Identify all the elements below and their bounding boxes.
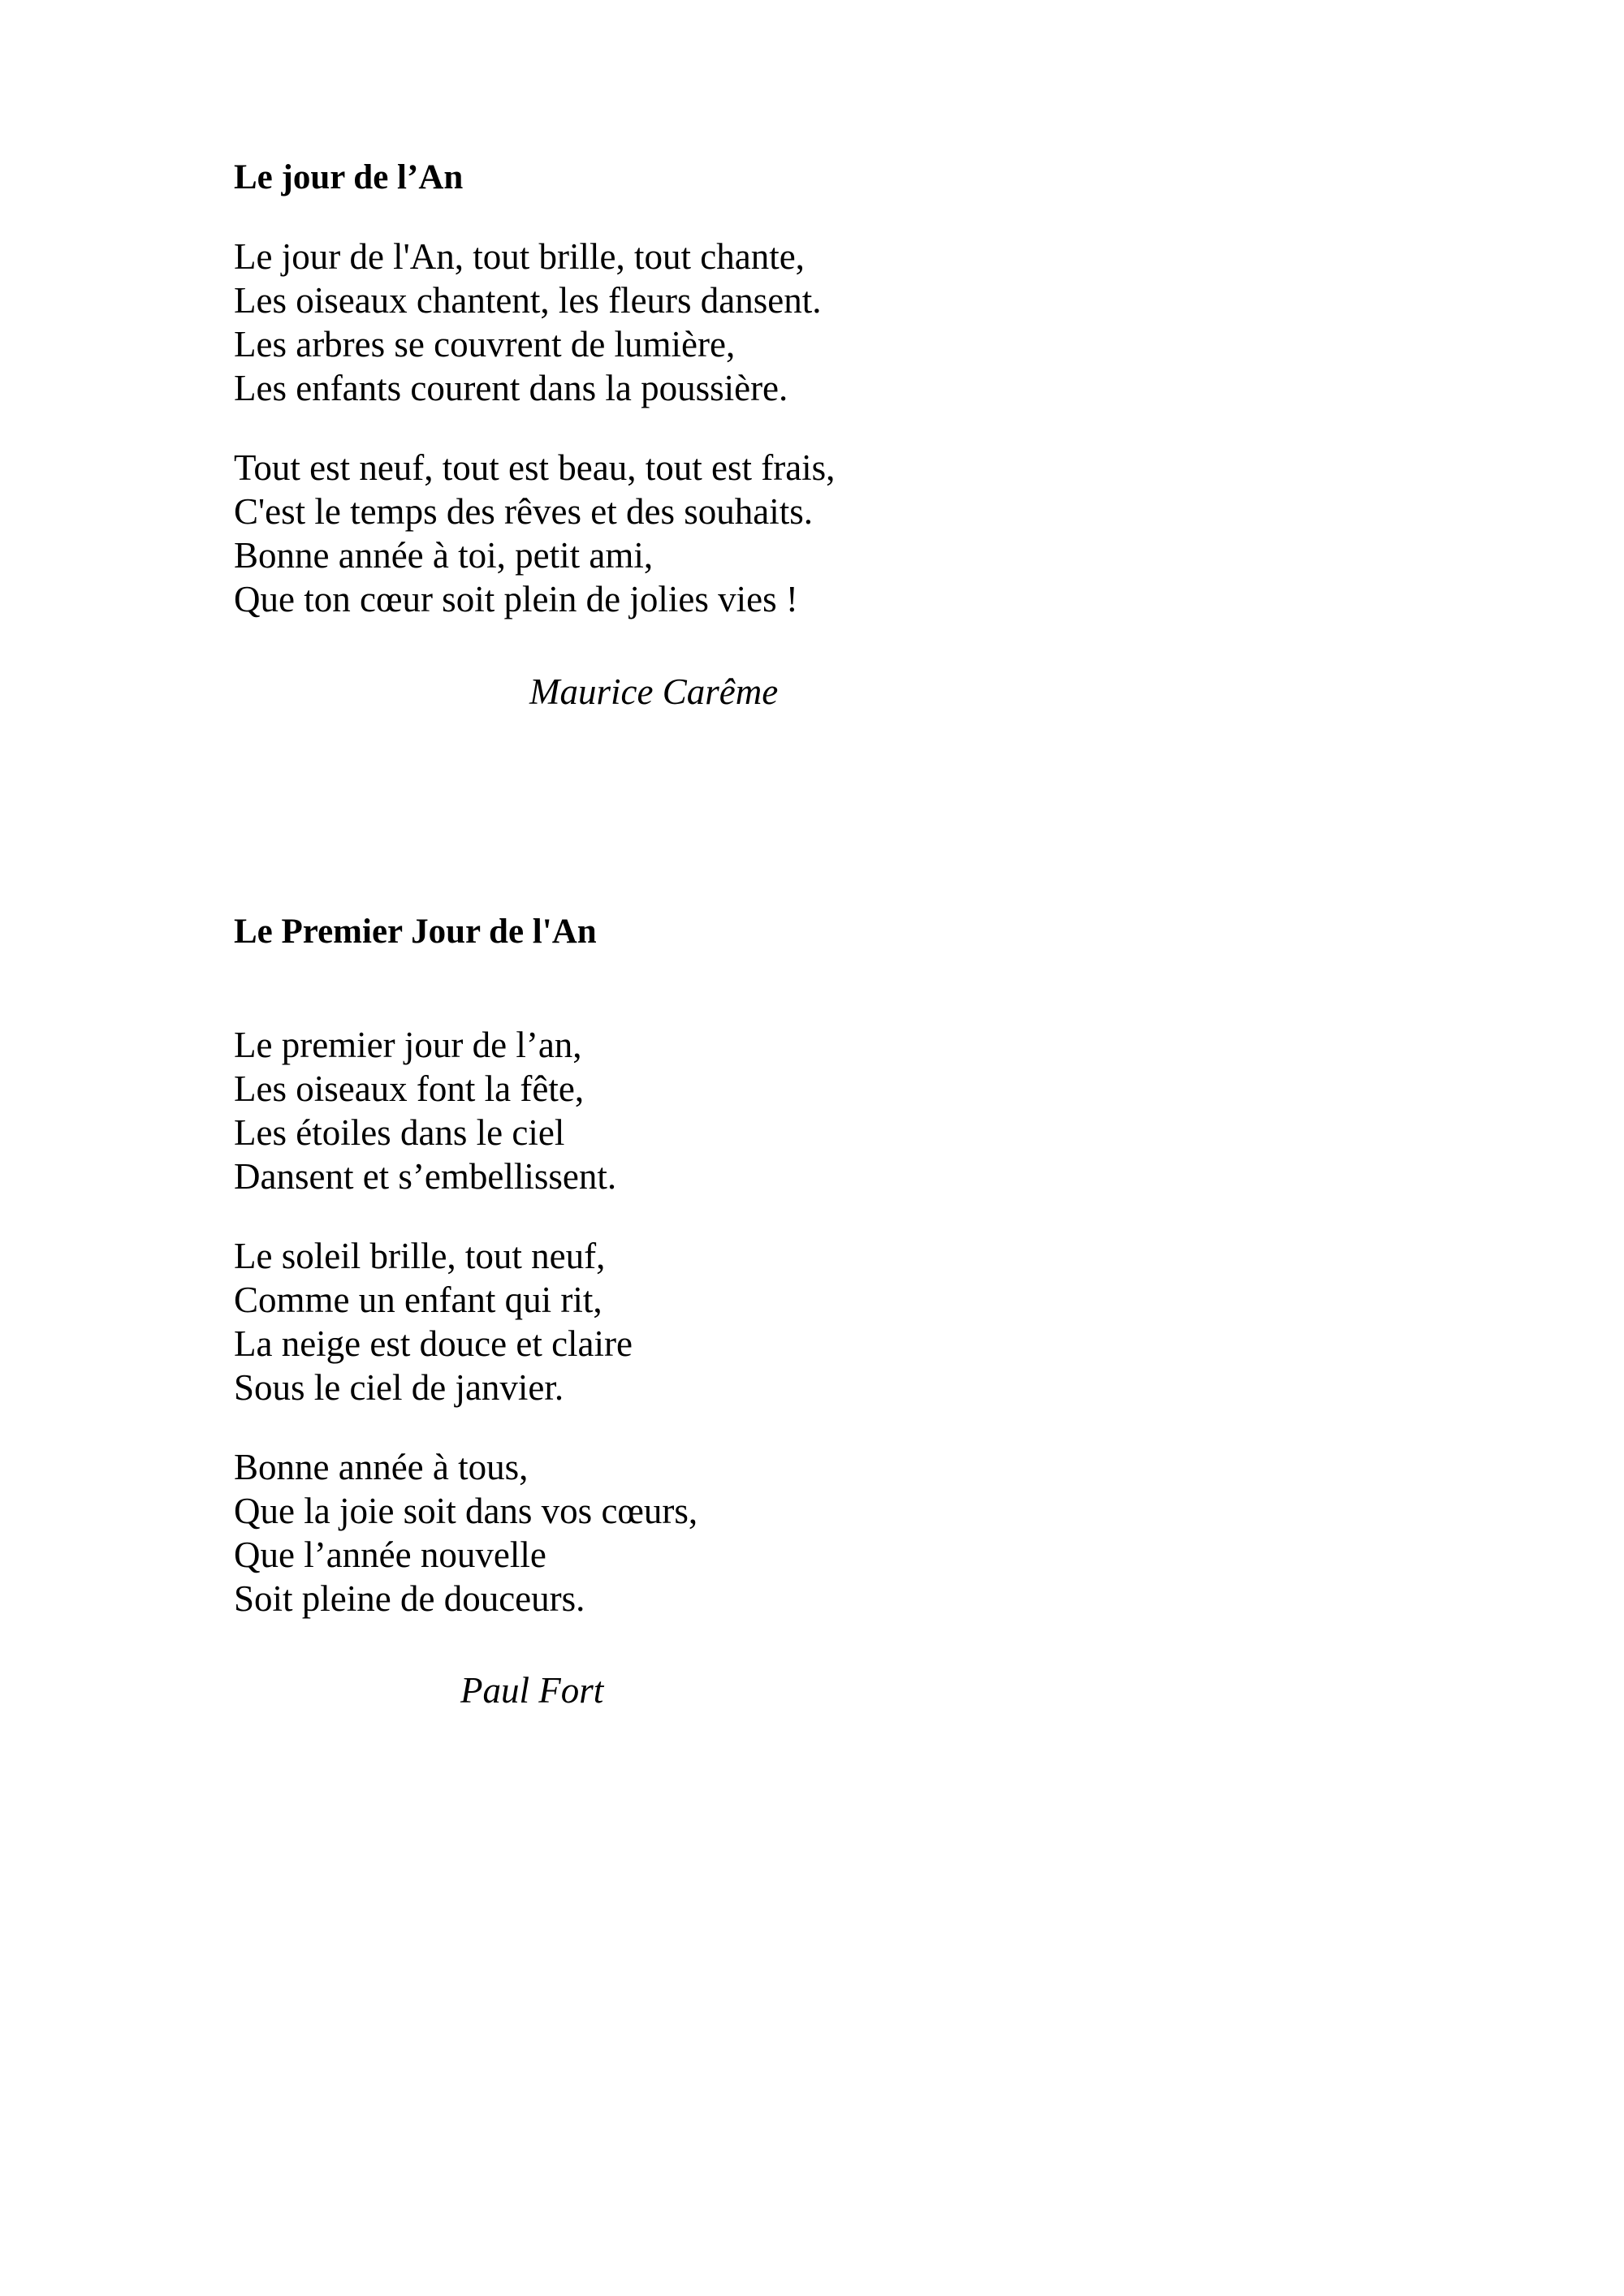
- verse-line: La neige est douce et claire: [234, 1323, 633, 1364]
- poem-title: Le Premier Jour de l'An: [234, 913, 597, 951]
- verse-line: Dansent et s’embellissent.: [234, 1156, 617, 1197]
- verse-line: Que l’année nouvelle: [234, 1534, 546, 1575]
- verse-line: Que la joie soit dans vos cœurs,: [234, 1491, 698, 1531]
- verse-line: Les étoiles dans le ciel: [234, 1112, 565, 1153]
- verse-line: Le jour de l'An, tout brille, tout chante,: [234, 236, 805, 277]
- stanza: [234, 446, 1371, 621]
- verse-line: Le soleil brille, tout neuf,: [234, 1236, 606, 1276]
- verse-line: Tout est neuf, tout est beau, tout est frais,: [234, 447, 836, 488]
- poem-author: Paul Fort: [460, 1670, 604, 1711]
- verse-line: Les enfants courent dans la poussière.: [234, 368, 788, 408]
- stanza: [234, 1234, 1371, 1409]
- verse-line: Que ton cœur soit plein de jolies vies !: [234, 579, 798, 619]
- stanza: [234, 1023, 1371, 1198]
- poem-le-jour-de-l-an: [234, 157, 1371, 621]
- verse-line: Les arbres se couvrent de lumière,: [234, 324, 736, 365]
- poem-author: Maurice Carême: [529, 671, 779, 712]
- verse-line: Bonne année à tous,: [234, 1447, 529, 1487]
- verse-line: C'est le temps des rêves et des souhaits.: [234, 491, 813, 532]
- verse-line: Les oiseaux chantent, les fleurs dansent.: [234, 280, 822, 321]
- verse-line: Bonne année à toi, petit ami,: [234, 535, 654, 576]
- verse-line: Les oiseaux font la fête,: [234, 1068, 585, 1109]
- verse-line: Le premier jour de l’an,: [234, 1025, 582, 1065]
- stanza: [234, 235, 1371, 410]
- poem-title: Le jour de l’An: [234, 158, 464, 196]
- verse-line: Sous le ciel de janvier.: [234, 1367, 564, 1408]
- poem-le-premier-jour-de-l-an: [234, 911, 1371, 1621]
- verse-line: Comme un enfant qui rit,: [234, 1280, 603, 1320]
- stanza: [234, 1445, 1371, 1621]
- verse-line: Soit pleine de douceurs.: [234, 1578, 585, 1619]
